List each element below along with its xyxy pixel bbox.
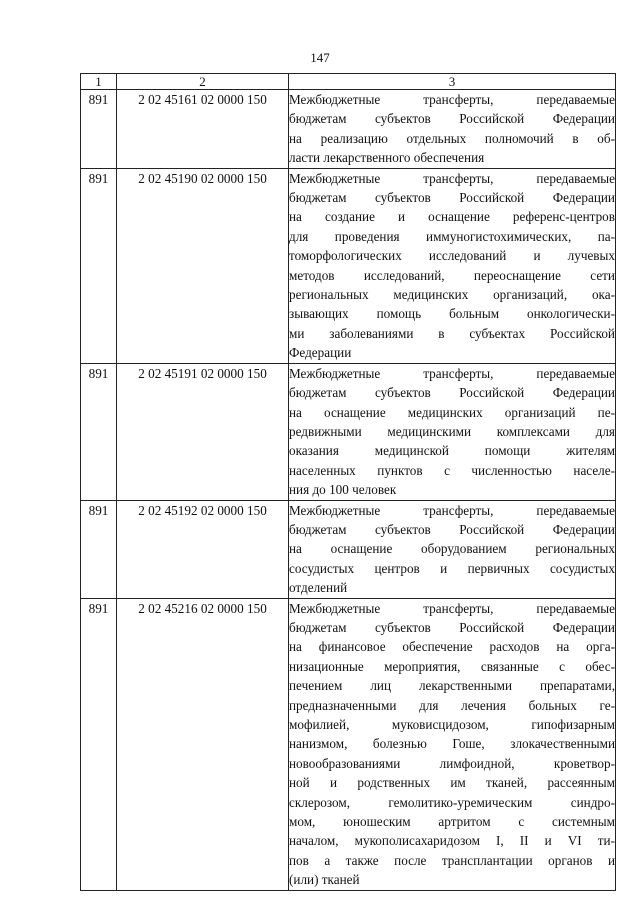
description-cell [289, 168, 616, 363]
description-line: отделений [289, 580, 348, 596]
description-line: бюджетам субъектов Российской Федерации [289, 521, 615, 537]
description-line: региональных медицинских организаций, ока- [289, 287, 615, 303]
description-line: нанизмом, болезнью Гоше, злокачественными [289, 736, 615, 752]
description-line: пов а также после трансплантации органов и [289, 852, 615, 868]
description-line: склерозом, гемолитико-уремическим синдро- [289, 794, 615, 810]
description-line: низационные мероприятия, связанные с обес- [289, 658, 615, 674]
header-col-2: 2 [117, 74, 289, 90]
description-line: на создание и оснащение референс-центров [289, 209, 615, 225]
header-col-1: 1 [81, 74, 117, 90]
table-row [81, 363, 616, 500]
description-line: ми заболеваниями в субъектах Российской [289, 325, 615, 341]
description-cell [289, 90, 616, 169]
description-line: Межбюджетные трансферты, передаваемые [289, 170, 615, 186]
table-header-row [81, 74, 616, 90]
description-line: сосудистых центров и первичных сосудистых [289, 560, 615, 576]
description-line: Межбюджетные трансферты, передаваемые [289, 365, 615, 381]
description-cell [289, 500, 616, 598]
description-line: на реализацию отдельных полномочий в об- [289, 130, 615, 146]
description-line: на оснащение оборудованием региональных [289, 541, 615, 557]
budget-code-cell: 2 02 45161 02 0000 150 [117, 90, 289, 169]
description-line: бюджетам субъектов Российской Федерации [289, 619, 615, 635]
description-line: Межбюджетные трансферты, передаваемые [289, 502, 615, 518]
description-line: Межбюджетные трансферты, передаваемые [289, 92, 615, 107]
description-line: ласти лекарственного обеспечения [289, 150, 485, 166]
description-line: населенных пунктов с численностью населе- [289, 462, 615, 478]
description-line: предназначенными для лечения больных ге- [289, 697, 615, 713]
description-line: на финансовое обеспечение расходов на орга- [289, 639, 615, 655]
description-line: оказания медицинской помощи жителям [289, 443, 615, 459]
description-line: новообразованиями лимфоидной, кроветвор- [289, 755, 615, 771]
budget-code-cell: 2 02 45192 02 0000 150 [117, 500, 289, 598]
description-line: для проведения иммуногистохимических, па- [289, 228, 615, 244]
budget-code-cell: 2 02 45190 02 0000 150 [117, 168, 289, 363]
description-line: ной и родственных им тканей, рассеянным [289, 775, 615, 791]
admin-code-cell: 891 [81, 500, 117, 598]
table-row [81, 598, 616, 890]
description-line: печением лиц лекарственными препаратами, [289, 678, 615, 694]
description-line: на оснащение медицинских организаций пе- [289, 404, 615, 420]
admin-code-cell: 891 [81, 363, 117, 500]
description-line: редвижными медицинскими комплексами для [289, 423, 615, 439]
description-line: ния до 100 человек [289, 482, 397, 498]
budget-codes-table [80, 73, 616, 891]
description-line: зывающих помощь больным онкологически- [289, 306, 615, 322]
description-line: Федерации [289, 345, 352, 361]
table-row [81, 90, 616, 169]
header-col-3: 3 [289, 74, 616, 90]
description-line: методов исследований, переоснащение сети [289, 267, 615, 283]
description-line: Межбюджетные трансферты, передаваемые [289, 600, 615, 616]
description-cell [289, 363, 616, 500]
admin-code-cell: 891 [81, 598, 117, 890]
page-number: 147 [310, 50, 330, 65]
description-line: бюджетам субъектов Российской Федерации [289, 190, 615, 206]
description-line: бюджетам субъектов Российской Федерации [289, 111, 615, 127]
table-row [81, 500, 616, 598]
description-line: томорфологических исследований и лучевых [289, 248, 615, 264]
table-row [81, 168, 616, 363]
description-line: мом, юношеским артритом с системным [289, 814, 615, 830]
description-line: бюджетам субъектов Российской Федерации [289, 385, 615, 401]
admin-code-cell: 891 [81, 168, 117, 363]
admin-code-cell: 891 [81, 90, 117, 169]
description-line: мофилией, муковисцидозом, гипофизарным [289, 717, 615, 732]
description-cell [289, 598, 616, 890]
description-line: (или) тканей [289, 872, 360, 888]
budget-code-cell: 2 02 45191 02 0000 150 [117, 363, 289, 500]
budget-code-cell: 2 02 45216 02 0000 150 [117, 598, 289, 890]
description-line: началом, мукополисахаридозом I, II и VI ти- [289, 833, 615, 849]
